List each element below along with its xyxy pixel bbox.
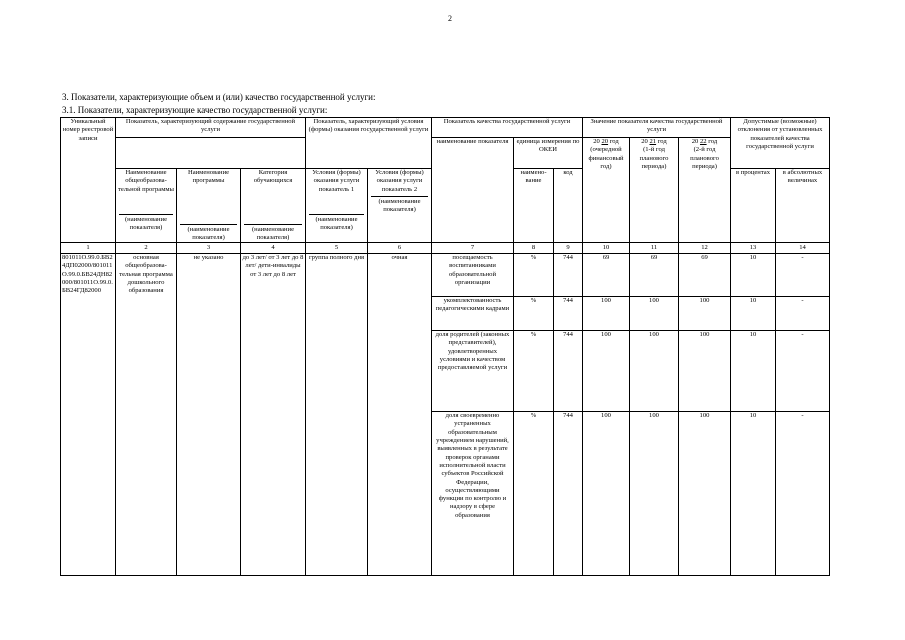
indicator-dev-abs: - [776, 297, 830, 331]
column-number: 6 [368, 243, 432, 254]
sub-note-4: (наименование показателя) [309, 214, 364, 233]
year1-prefix: 20 [593, 138, 600, 145]
indicator-value-1: 100 [583, 331, 630, 412]
values-group-header: Значение показателя качества государственной услуги [583, 118, 731, 138]
registry-header: Уникальный номер реестровой записи [61, 118, 116, 243]
indicator-dev-pct: 10 [731, 254, 776, 297]
sub-header-program-name: Наименование программы (наименование показателя) [177, 169, 241, 243]
indicator-value-2: 100 [630, 331, 679, 412]
quality-group-header: Показатель качества государственной услуги [432, 118, 583, 138]
indicator-unit: % [514, 331, 554, 412]
sub-header-program: Наименование общеобразова-тельной программы (наименование показателя) [116, 169, 177, 243]
indicator-code: 744 [554, 412, 583, 576]
indicator-name: укомплектованность педагогическими кадрами [432, 297, 514, 331]
dev-percent-header: в процентах [731, 169, 776, 243]
indicator-value-2: 100 [630, 412, 679, 576]
registry-number-cell: 801011О.99.0.БВ24ДП02000/801011О.99.0.БВ24ДН82000/801011О.99.0.БВ24ГД82000 [61, 254, 116, 576]
year1-suffix: год [609, 138, 619, 145]
column-number: 9 [554, 243, 583, 254]
column-number: 3 [177, 243, 241, 254]
column-number: 5 [306, 243, 368, 254]
column-number: 2 [116, 243, 177, 254]
column-number: 1 [61, 243, 116, 254]
program-name-cell: не указано [177, 254, 241, 576]
year1-value: 20 [601, 138, 609, 145]
indicator-name: посещаемость воспитанниками образовательной организации [432, 254, 514, 297]
content-group-spacer [116, 138, 306, 169]
sub-header-category: Категория обучающихся (наименование показателя) [241, 169, 306, 243]
year2-header [630, 138, 679, 243]
indicator-dev-abs: - [776, 331, 830, 412]
indicator-value-3: 100 [679, 412, 731, 576]
condition-1-cell: группа полного дня [306, 254, 368, 576]
category-cell: до 3 лет/ от 3 лет до 8 лет/ дети-инвалиды от 3 лет до 8 лет [241, 254, 306, 576]
sub-note-1: (наименование показателя) [119, 214, 173, 233]
indicator-dev-pct: 10 [731, 412, 776, 576]
column-number: 4 [241, 243, 306, 254]
year3-suffix: год [708, 138, 718, 145]
indicator-value-3: 100 [679, 331, 731, 412]
column-number: 12 [679, 243, 731, 254]
program-cell: основная общеобразова-тельная программа дошкольного образования [116, 254, 177, 576]
dev-absolute-header: в абсолютных величинах [776, 169, 830, 243]
unit-code-header: код [554, 169, 583, 243]
content-group-header: Показатель, характеризующий содержание государственной услуги [116, 118, 306, 138]
condition-2-cell: очная [368, 254, 432, 576]
unit-name-header: наимено-вание [514, 169, 554, 243]
quality-indicators-table [60, 117, 830, 576]
sub-note-2: (наименование показателя) [180, 224, 237, 243]
indicator-value-1: 100 [583, 412, 630, 576]
year2-prefix: 20 [641, 138, 648, 145]
table-row [61, 254, 830, 297]
indicator-unit: % [514, 254, 554, 297]
indicator-value-3: 69 [679, 254, 731, 297]
year2-note: (1-й год планового периода) [639, 146, 669, 170]
indicator-value-2: 69 [630, 254, 679, 297]
indicator-unit: % [514, 412, 554, 576]
unit-okei-header: единица измерения по ОКЕИ [514, 138, 583, 169]
year3-header [679, 138, 731, 243]
conditions-group-header: Показатель, характеризующий условия (формы) оказания государственной услуги [306, 118, 432, 169]
indicator-code: 744 [554, 297, 583, 331]
indicator-code: 744 [554, 254, 583, 297]
indicator-dev-abs: - [776, 254, 830, 297]
indicator-code: 744 [554, 331, 583, 412]
column-number: 13 [731, 243, 776, 254]
deviation-group-header: Допустимые (возможные) отклонения от установленных показателей качества государственной услуги [731, 118, 830, 169]
column-number: 8 [514, 243, 554, 254]
indicator-name: доля своевременно устраненных образовательным учреждением нарушений, выявленных в результате проверок органами исполнительной власти субъектов Российской Федерации, осуществляющими функции по контролю и надзору в сфере образования [432, 412, 514, 576]
indicator-value-2: 100 [630, 297, 679, 331]
sub-header-condition-1: Условия (формы) оказания услуги показатель 1 (наименование показателя) [306, 169, 368, 243]
quality-name-header: наименование показателя [432, 138, 514, 243]
year1-header [583, 138, 630, 243]
sub-note-3: (наименование показателя) [244, 224, 302, 243]
subsection-heading: 3.1. Показатели, характеризующие качество государственной услуги: [62, 105, 328, 115]
indicator-value-1: 69 [583, 254, 630, 297]
column-number: 14 [776, 243, 830, 254]
indicator-unit: % [514, 297, 554, 331]
indicator-dev-pct: 10 [731, 297, 776, 331]
column-number: 11 [630, 243, 679, 254]
section-heading: 3. Показатели, характеризующие объем и (или) качество государственной услуги: [62, 92, 376, 102]
column-number: 7 [432, 243, 514, 254]
sub-header-condition-2: Условия (формы) оказания услуги показатель 2 (наименование показателя) [368, 169, 432, 243]
indicator-value-1: 100 [583, 297, 630, 331]
sub-note-5: (наименование показателя) [371, 196, 428, 215]
indicator-name: доля родителей (законных представителей), удовлетворенных условиями и качеством предоставляемой услуги [432, 331, 514, 412]
indicator-value-3: 100 [679, 297, 731, 331]
year3-value: 22 [699, 138, 707, 145]
year3-note: (2-й год планового периода) [690, 146, 719, 170]
year2-suffix: год [657, 138, 667, 145]
year3-prefix: 20 [691, 138, 699, 145]
indicator-dev-abs: - [776, 412, 830, 576]
column-number: 10 [583, 243, 630, 254]
page-number: 2 [448, 14, 452, 23]
indicator-dev-pct: 10 [731, 331, 776, 412]
year1-note: (очередной финансовый год) [588, 146, 624, 170]
year2-value: 21 [649, 138, 657, 145]
